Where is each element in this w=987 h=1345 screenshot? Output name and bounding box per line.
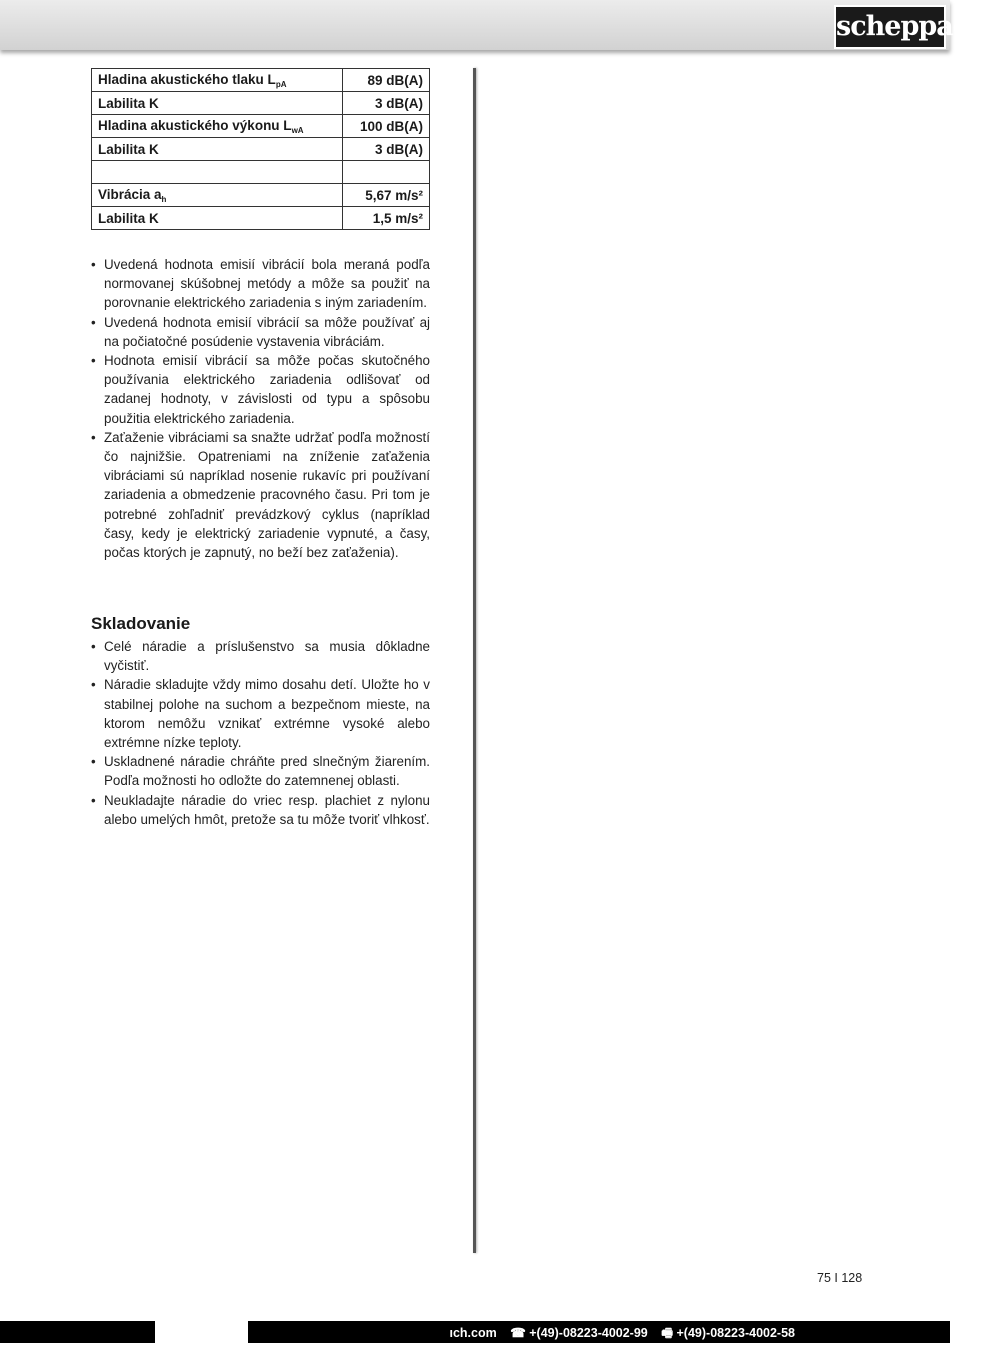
list-item: • Hodnota emisií vibrácií sa môže počas skutočného používania elektrického zariadenia odlišovať od zadanej hodnoty, v závislosti od typu a spôsobu použitia elektrického zariadenia. [91,351,430,428]
table-row [92,138,430,161]
spec-label: Labilita K [98,95,159,111]
list-item: • Neukladajte náradie do vriec resp. plachiet z nylonu alebo umelých hmôt, pretože sa tu môže tvoriť vlhkosť. [91,791,430,829]
table-row [92,184,430,207]
column-divider [473,68,476,1253]
spec-value: 89 dB(A) [342,69,429,92]
footer-contact [439,1324,795,1345]
spec-label: Vibrácia a [98,186,162,202]
spec-label: Hladina akustického výkonu L [98,117,292,133]
list-item: • Uvedená hodnota emisií vibrácií bola meraná podľa normovanej skúšobnej metódy a môže sa použiť na porovnanie elektrického zariadenia s iným zariadením. [91,255,430,313]
spec-label: Labilita K [98,141,159,157]
specification-table [91,68,430,230]
spec-value: 1,5 m/s² [342,207,429,230]
spec-value: 3 dB(A) [342,92,429,115]
table-row [92,115,430,138]
footer-website[interactable]: ıch.com [449,1326,497,1340]
vibration-notes-list [91,255,430,562]
table-row [92,207,430,230]
table-row-empty [92,161,430,184]
section-heading-storage: Skladovanie [91,614,191,633]
footer-fax: 🖷 +(49)-08223-4002-58 [661,1326,795,1340]
list-item: • Uvedená hodnota emisií vibrácií sa môže používať aj na počiatočné posúdenie vystavenia vibráciám. [91,313,430,351]
spec-subscript: h [161,194,167,204]
list-item: • Náradie skladujte vždy mimo dosahu detí. Uložte ho v stabilnej polohe na suchom a bezpečnom mieste, na ktorom nemôžu vznikať extrémne vysoké alebo extrémne nízke teploty. [91,675,430,752]
table-row [92,69,430,92]
brand-logo: scheppach [834,5,946,49]
storage-list [91,637,430,829]
spec-subscript: pA [275,79,287,89]
footer-block [155,1321,248,1343]
list-item: • Zaťaženie vibráciami sa snažte udržať podľa možností čo najnižšie. Opatreniami na zníženie zaťaženia vibráciami sú napríklad nosenie rukavíc pri používaní zariadenia a obmedzenie pracovného času. Pri tom je potrebné zohľadniť prevádzkový cyklus (napríklad časy, kedy je elektrický zariadenie vypnuté, a časy, počas ktorých je zapnutý, no beží bez zaťaženia). [91,428,430,562]
list-item: • Celé náradie a príslušenstvo sa musia dôkladne vyčistiť. [91,637,430,675]
list-item: • Uskladnené náradie chráňte pred slnečným žiarením. Podľa možnosti ho odložte do zatemnenej oblasti. [91,752,430,790]
spec-value: 3 dB(A) [342,138,429,161]
page-number: 75 I 128 [817,1271,863,1285]
spec-label: Labilita K [98,210,159,226]
header-bar [0,0,987,50]
table-row [92,92,430,115]
footer-bar [0,1321,950,1343]
spec-label: Hladina akustického tlaku L [98,71,276,87]
spec-value: 5,67 m/s² [342,184,429,207]
spec-subscript: wA [291,125,304,135]
footer-phone: ☎ +(49)-08223-4002-99 [510,1326,648,1340]
spec-value: 100 dB(A) [342,115,429,138]
